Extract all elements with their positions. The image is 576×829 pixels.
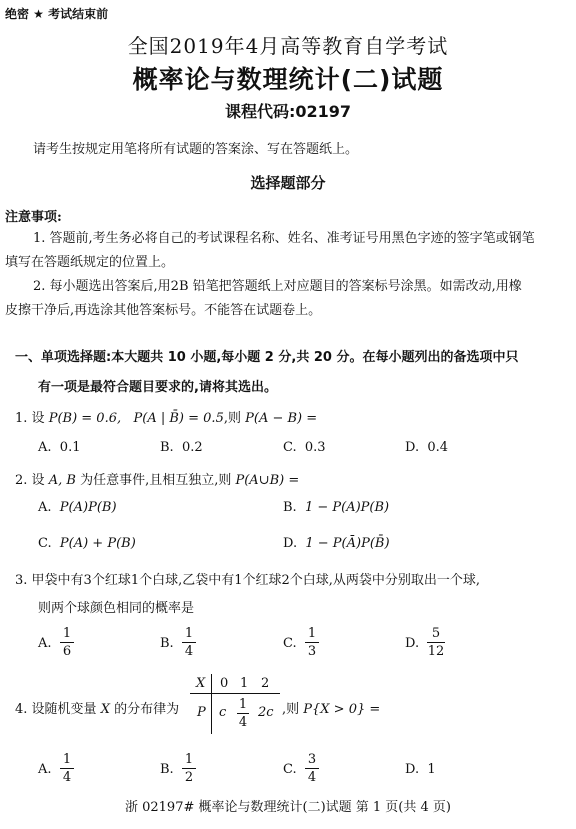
q1-option-a: A. 0.1	[38, 440, 81, 455]
question-3-stem-line-1	[15, 569, 480, 588]
q4-option-b-fraction: 1 2	[182, 752, 196, 785]
stem-text: 为任意事件,且相互独立,则	[80, 473, 232, 488]
q3-option-c-label: C.	[283, 636, 297, 651]
stem-text: 设	[31, 473, 45, 488]
math-expression: P(A − B) =	[245, 411, 318, 426]
q4-option-a-fraction: 1 4	[60, 752, 74, 785]
q4-option-b-label: B.	[160, 762, 174, 777]
table-cell: 1	[240, 676, 249, 691]
question-3-stem-line-2: 则两个球颜色相同的概率是	[38, 601, 195, 616]
question-number: 4.	[15, 702, 28, 717]
part-one-heading-line-1: 一、单项选择题:本大题共 10 小题,每小题 2 分,共 20 分。在每小题列出的备选项中只	[15, 350, 519, 365]
note-2-line-1: 2. 每小题选出答案后,用2B 铅笔把答题纸上对应题目的答案标号涂黑。如需改动,用橡	[33, 279, 522, 294]
secret-mark: 绝密 ★ 考试结束前	[5, 7, 109, 21]
q1-option-c: C. 0.3	[283, 440, 326, 455]
note-1-line-2: 填写在答题纸规定的位置上。	[5, 255, 175, 270]
question-2-stem	[15, 469, 299, 488]
page-footer: 浙 02197# 概率论与数理统计(二)试题 第 1 页(共 4 页)	[124, 800, 451, 815]
notes-title: 注意事项:	[5, 210, 62, 225]
q2-option-a: A. P(A)P(B)	[38, 500, 117, 515]
table-cell: X	[196, 676, 206, 691]
table-cell-fraction: 1 4	[238, 697, 248, 730]
table-cell: 2c	[258, 705, 274, 720]
q4-option-a-label: A.	[38, 762, 52, 777]
table-divider	[190, 693, 280, 694]
q3-option-b-label: B.	[160, 636, 174, 651]
question-4-stem	[15, 698, 179, 717]
q1-option-b: B. 0.2	[160, 440, 203, 455]
stem-text: 的分布律为	[114, 702, 180, 717]
intro-text: 请考生按规定用笔将所有试题的答案涂、写在答题纸上。	[33, 142, 359, 157]
stem-text: ,则	[282, 702, 300, 717]
math-expression: X	[100, 702, 110, 717]
q3-option-c-fraction: 1 3	[305, 626, 319, 659]
q3-option-d-label: D.	[405, 636, 420, 651]
math-expression: P(A | B̄) = 0.5	[133, 411, 224, 426]
q3-option-a-fraction: 1 6	[60, 626, 74, 659]
q3-option-b-fraction: 1 4	[182, 626, 196, 659]
note-2-line-2: 皮擦干净后,再选涂其他答案标号。不能答在试题卷上。	[5, 303, 322, 318]
table-cell: c	[219, 705, 227, 720]
part-one-heading-line-2: 有一项是最符合题目要求的,请将其选出。	[38, 380, 277, 395]
subject-title: 概率论与数理统计(二)试题	[132, 65, 444, 94]
q4-option-d: D. 1	[405, 762, 436, 777]
q3-option-d-fraction: 5 12	[427, 626, 445, 659]
table-cell: 2	[261, 676, 270, 691]
table-divider	[211, 674, 212, 734]
section-title: 选择题部分	[250, 174, 326, 192]
q3-option-a-label: A.	[38, 636, 52, 651]
math-expression: P(B) = 0.6,	[48, 411, 122, 426]
q2-option-b: B. 1 − P(A)P(B)	[283, 500, 390, 515]
math-expression: P{X > 0} =	[303, 702, 381, 717]
question-number: 2.	[15, 473, 28, 488]
q2-option-d: D. 1 − P(Ā)P(B̄)	[283, 536, 390, 551]
stem-text: 甲袋中有3个红球1个白球,乙袋中有1个红球2个白球,从两袋中分别取出一个球,	[31, 573, 481, 588]
math-expression: A, B	[48, 473, 76, 488]
question-number: 1.	[15, 411, 28, 426]
question-number: 3.	[15, 573, 28, 588]
stem-text: ,则	[223, 411, 241, 426]
q4-option-c-fraction: 3 4	[305, 752, 319, 785]
note-1-line-1: 1. 答题前,考生务必将自己的考试课程名称、姓名、准考证号用黑色字迹的签字笔或钢笔	[33, 231, 535, 246]
question-4-stem-suffix	[282, 698, 380, 717]
exam-title: 全国2019年4月高等教育自学考试	[127, 34, 449, 58]
q1-option-d: D. 0.4	[405, 440, 449, 455]
q2-option-c: C. P(A) + P(B)	[38, 536, 136, 551]
stem-text: 设随机变量	[31, 702, 97, 717]
q4-option-c-label: C.	[283, 762, 297, 777]
question-1-stem	[15, 407, 317, 426]
stem-text: 设	[31, 411, 45, 426]
course-code: 课程代码:02197	[224, 102, 352, 121]
math-expression: P(A∪B) =	[235, 473, 300, 488]
table-cell: P	[197, 705, 206, 720]
table-cell: 0	[220, 676, 229, 691]
